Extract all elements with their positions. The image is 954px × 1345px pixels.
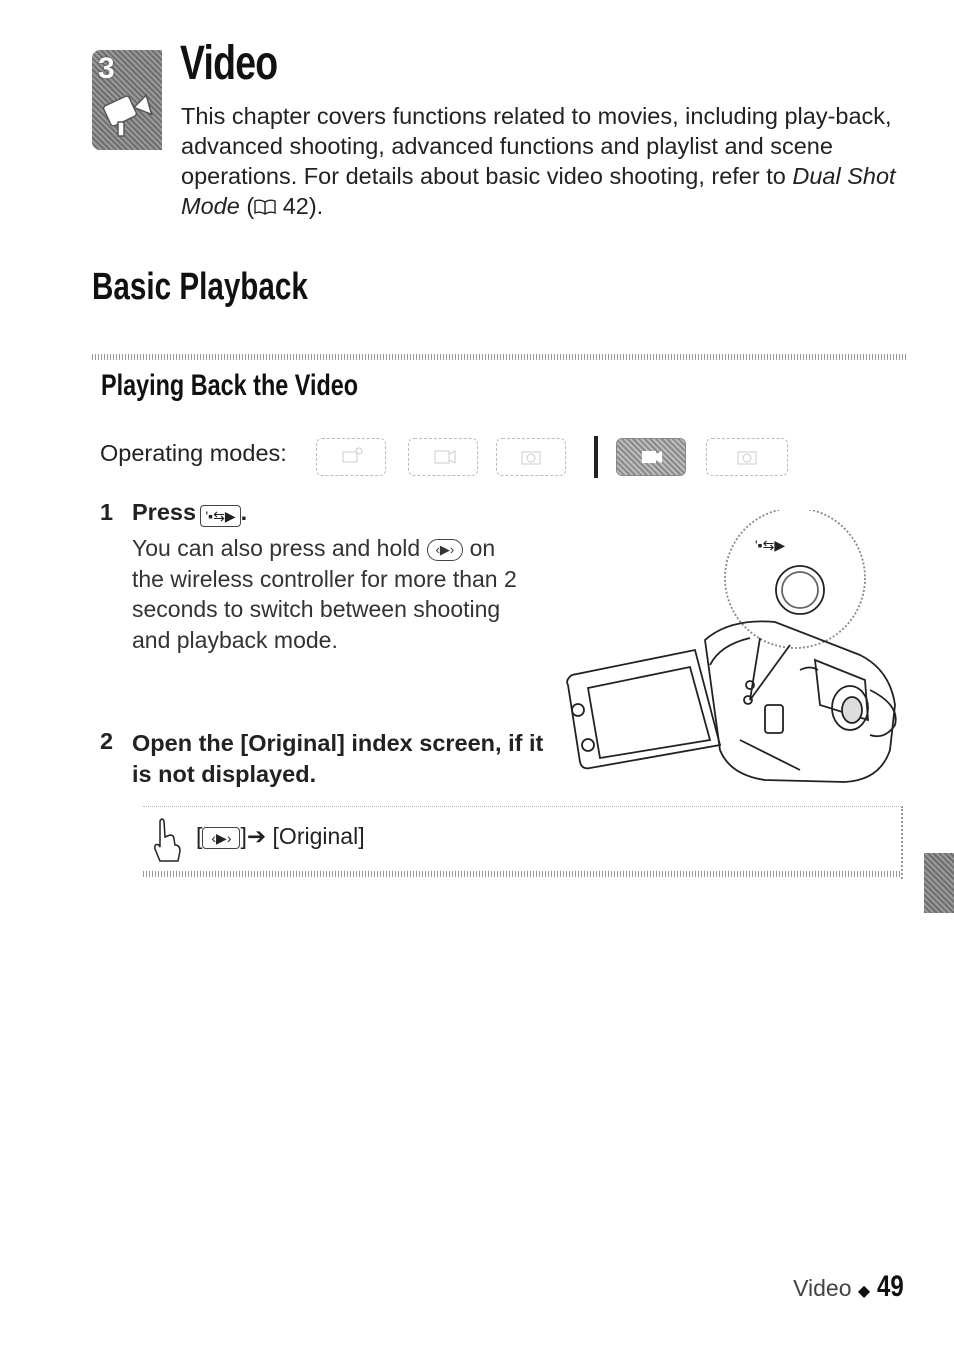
playback-button-icon[interactable]: ‹▶› — [202, 827, 240, 849]
step-1-number: 1 — [100, 499, 114, 525]
chapter-number: 3 — [98, 52, 115, 85]
mode-photo-playback-icon — [706, 438, 788, 476]
camcorder-icon — [98, 86, 158, 146]
step-1 — [100, 499, 113, 526]
footer-bullet-icon: ◆ — [857, 1283, 871, 1300]
camcorder-illustration — [560, 510, 910, 800]
intro-ref-prefix: to — [766, 163, 786, 189]
section-title: Basic Playback — [92, 266, 308, 308]
step-2-number: 2 — [100, 728, 114, 754]
step-1-text: Press — [132, 499, 197, 525]
step-1-detail — [132, 533, 532, 655]
svg-text:'▪⇆▶: '▪⇆▶ — [755, 537, 786, 553]
touch-hand-icon — [150, 815, 184, 865]
mode-separator — [594, 436, 598, 478]
step-1-detail-rest: on the wireless controller for more than 2 seconds to switch between shooting and playback mode. — [132, 535, 517, 653]
chapter-side-tab — [924, 853, 954, 913]
intro-ref-page: 42). — [282, 193, 324, 219]
section-divider — [92, 354, 908, 360]
chapter-title: Video — [180, 37, 278, 90]
menu-path-open-bracket: [ — [196, 823, 203, 849]
step-2-text: Open the [Original] index screen, if it is not displayed. — [132, 730, 544, 787]
chapter-intro: This chapter covers functions related to movies, including play-back, advanced shooting, advanced functions and playlist and scene operations. For details about basic video shooting, refer to Dual Shot Mode ( 42). — [181, 103, 896, 219]
mode-movie-playback-icon — [616, 438, 686, 476]
camera-play-button[interactable]: '▪⇆▶ — [200, 505, 240, 527]
subsection-title: Playing Back the Video — [101, 369, 359, 402]
menu-path-box-bottom — [143, 871, 901, 877]
operating-modes-label: Operating modes: — [100, 440, 287, 466]
intro-text: This chapter covers functions related to movies, including play-back, advanced shooting, advanced functions and playlist and scene operations. For details about basic video shooting, refer — [181, 103, 892, 189]
mode-photo-icon — [496, 438, 566, 476]
mode-auto-icon — [316, 438, 386, 476]
step-1-detail-prefix: You can also press and hold — [132, 535, 421, 561]
page-footer — [793, 1270, 910, 1304]
menu-path-original[interactable]: [Original] — [272, 823, 365, 849]
chapter-badge — [92, 50, 162, 150]
page-number: 49 — [876, 1270, 904, 1303]
step-1-instruction: Press '▪⇆▶ . — [132, 499, 248, 525]
mode-movie-icon — [408, 438, 478, 476]
menu-path-arrow: ]➔ — [240, 823, 267, 849]
intro-ref-link[interactable]: Dual Shot Mode — [181, 163, 896, 219]
book-icon — [254, 199, 276, 215]
footer-section-name: Video — [793, 1275, 852, 1301]
menu-path — [196, 823, 365, 850]
step-2 — [100, 728, 113, 755]
wireless-controller-play-button[interactable]: ‹▶› — [427, 539, 464, 561]
